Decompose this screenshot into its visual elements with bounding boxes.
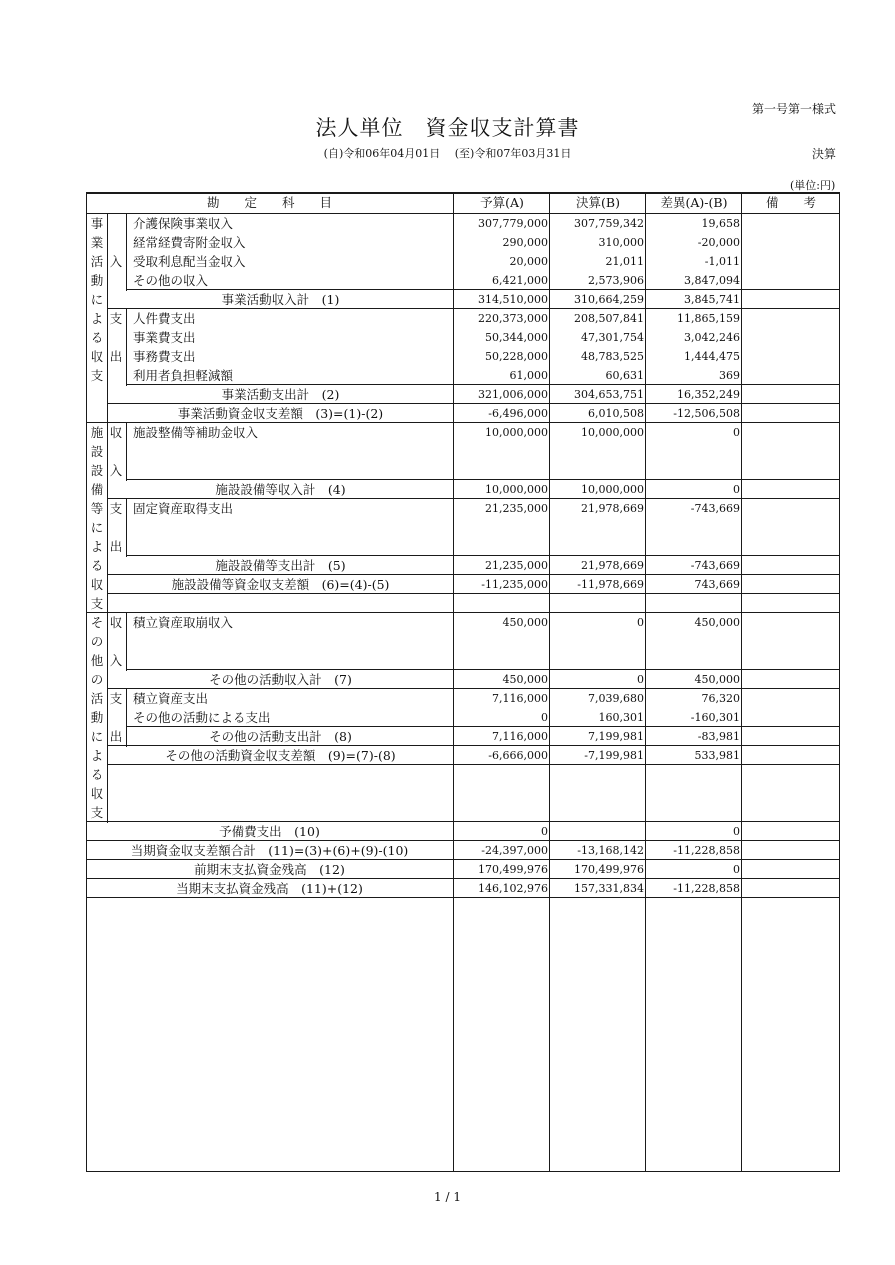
budget-value: 7,116,000 [492, 692, 548, 705]
grid-line [126, 422, 127, 481]
budget-value: 146,102,976 [478, 882, 548, 895]
budget-value: 6,421,000 [492, 274, 548, 287]
header-settlement: 決算(B) [576, 195, 620, 210]
difference-value: -12,506,508 [673, 407, 740, 420]
grid-line [126, 555, 840, 556]
grid-line [107, 498, 840, 499]
row-label: 経常経費寄附金収入 [133, 235, 246, 250]
header-remarks: 備 考 [765, 195, 816, 210]
settlement-value: 208,507,841 [574, 312, 644, 325]
grid-line [549, 192, 550, 1172]
difference-value: -20,000 [697, 236, 740, 249]
grid-line [107, 764, 840, 765]
grid-line [453, 897, 454, 1172]
settlement-value: 157,331,834 [574, 882, 644, 895]
settlement-value: 6,010,508 [588, 407, 644, 420]
row-label: 前期末支払資金残高 (12) [194, 862, 345, 877]
difference-value: 533,981 [694, 749, 740, 762]
row-label: 予備費支出 (10) [219, 824, 320, 839]
difference-value: 450,000 [694, 616, 740, 629]
difference-value: 3,845,741 [684, 293, 740, 306]
grid-line [126, 726, 840, 727]
budget-value: -24,397,000 [481, 844, 548, 857]
grid-line [645, 192, 646, 1172]
other-income-label: 収 入 [109, 615, 123, 668]
settlement-value: 160,301 [598, 711, 644, 724]
difference-value: -11,228,858 [673, 882, 740, 895]
difference-value: 11,865,159 [677, 312, 740, 325]
settlement-value: -13,168,142 [577, 844, 644, 857]
budget-value: 21,235,000 [485, 502, 548, 515]
row-label: 当期末支払資金残高 (11)+(12) [176, 881, 363, 896]
row-label: 事業費支出 [133, 330, 196, 345]
difference-value: -83,981 [697, 730, 740, 743]
settlement-label: 決算 [812, 147, 837, 161]
row-label: 事業活動支出計 (2) [221, 387, 340, 402]
row-label: その他の活動資金収支差額 (9)=(7)-(8) [165, 748, 396, 763]
budget-value: 220,373,000 [478, 312, 548, 325]
cash-flow-table [86, 192, 840, 1172]
facility-expense-label: 支 出 [109, 501, 123, 554]
budget-value: 314,510,000 [478, 293, 548, 306]
period: (自)令和06年04月01日 (至)令和07年03月31日 [323, 147, 572, 160]
budget-value: 0 [541, 711, 548, 724]
grid-line [839, 192, 840, 1172]
settlement-value: 304,653,751 [574, 388, 644, 401]
budget-value: 50,228,000 [485, 350, 548, 363]
settlement-value: 7,199,981 [588, 730, 644, 743]
row-label: その他の活動収入計 (7) [209, 672, 352, 687]
difference-value: 0 [733, 825, 740, 838]
budget-value: 321,006,000 [478, 388, 548, 401]
grid-line [126, 479, 840, 480]
budget-value: 61,000 [509, 369, 548, 382]
other-expense-label: 支 出 [109, 691, 123, 744]
row-label: 積立資産支出 [133, 691, 209, 706]
grid-line [86, 840, 840, 841]
grid-line [107, 688, 840, 689]
row-label: その他の収入 [133, 273, 209, 288]
header-subject: 勘 定 科 目 [206, 195, 332, 210]
budget-value: 20,000 [509, 255, 548, 268]
difference-value: 0 [733, 483, 740, 496]
section-business-label: 事 業 活 動 に よ る 収 支 [90, 216, 104, 383]
row-label: 事業活動資金収支差額 (3)=(1)-(2) [177, 406, 384, 421]
difference-value: 19,658 [701, 217, 740, 230]
document-title: 法人単位 資金収支計算書 [315, 116, 580, 140]
difference-value: -743,669 [690, 559, 740, 572]
header-budget: 予算(A) [480, 195, 524, 210]
grid-line [86, 859, 840, 860]
settlement-value: 0 [637, 673, 644, 686]
row-label: 事務費支出 [133, 349, 196, 364]
grid-line [126, 669, 840, 670]
settlement-value: 0 [637, 616, 644, 629]
budget-value: -6,496,000 [488, 407, 548, 420]
settlement-value: 7,039,680 [588, 692, 644, 705]
difference-value: 3,847,094 [684, 274, 740, 287]
difference-value: 450,000 [694, 673, 740, 686]
settlement-value: 310,000 [598, 236, 644, 249]
budget-value: 21,235,000 [485, 559, 548, 572]
budget-value: 10,000,000 [485, 426, 548, 439]
budget-value: 307,779,000 [478, 217, 548, 230]
form-number: 第一号第一様式 [752, 102, 837, 116]
grid-line [86, 192, 840, 194]
difference-value: 0 [733, 863, 740, 876]
header-difference: 差異(A)-(B) [660, 195, 728, 210]
grid-line [107, 745, 840, 746]
row-label: その他の活動支出計 (8) [209, 729, 352, 744]
business-income-label: 入 [109, 254, 123, 269]
settlement-value: 60,631 [605, 369, 644, 382]
budget-value: 0 [541, 825, 548, 838]
settlement-value: 48,783,525 [581, 350, 644, 363]
section-facility-label: 施 設 設 備 等 に よ る 収 支 [90, 425, 104, 611]
settlement-value: -11,978,669 [577, 578, 644, 591]
unit-label: (単位:円) [790, 179, 836, 192]
grid-line [126, 308, 127, 386]
grid-line [126, 213, 127, 291]
budget-value: -11,235,000 [481, 578, 548, 591]
row-label: 介護保険事業収入 [133, 216, 234, 231]
row-label: 人件費支出 [133, 311, 196, 326]
difference-value: 16,352,249 [677, 388, 740, 401]
difference-value: -160,301 [690, 711, 740, 724]
grid-line [107, 308, 840, 309]
row-label: その他の活動による支出 [133, 710, 271, 725]
row-label: 事業活動収入計 (1) [221, 292, 340, 307]
grid-line [453, 192, 454, 898]
row-label: 受取利息配当金収入 [133, 254, 246, 269]
grid-line [126, 384, 840, 385]
difference-value: 3,042,246 [684, 331, 740, 344]
settlement-value: 10,000,000 [581, 426, 644, 439]
grid-line [86, 1171, 840, 1172]
row-label: 当期資金収支差額合計 (11)=(3)+(6)+(9)-(10) [130, 843, 409, 858]
difference-value: -1,011 [704, 255, 740, 268]
budget-value: 10,000,000 [485, 483, 548, 496]
budget-value: 7,116,000 [492, 730, 548, 743]
budget-value: -6,666,000 [488, 749, 548, 762]
settlement-value: 21,978,669 [581, 559, 644, 572]
row-label: 固定資産取得支出 [133, 501, 234, 516]
grid-line [107, 403, 840, 404]
grid-line [126, 498, 127, 557]
settlement-value: 10,000,000 [581, 483, 644, 496]
grid-line [86, 422, 840, 423]
settlement-value: 2,573,906 [588, 274, 644, 287]
facility-income-label: 収 入 [109, 425, 123, 478]
grid-line [86, 213, 840, 214]
settlement-value: 21,978,669 [581, 502, 644, 515]
settlement-value: 310,664,259 [574, 293, 644, 306]
row-label: 積立資産取崩収入 [133, 615, 234, 630]
grid-line [126, 612, 127, 671]
budget-value: 50,344,000 [485, 331, 548, 344]
difference-value: 1,444,475 [684, 350, 740, 363]
grid-line [86, 612, 840, 613]
grid-line [741, 192, 742, 1172]
difference-value: 0 [733, 426, 740, 439]
grid-line [107, 574, 840, 575]
settlement-value: 307,759,342 [574, 217, 644, 230]
grid-line [107, 213, 108, 823]
section-other-label: そ の 他 の 活 動 に よ る 収 支 [90, 615, 104, 820]
budget-value: 170,499,976 [478, 863, 548, 876]
page-number: 1 / 1 [434, 1190, 461, 1204]
settlement-value: -7,199,981 [584, 749, 644, 762]
grid-line [86, 897, 840, 898]
grid-line [86, 821, 840, 822]
difference-value: 369 [719, 369, 740, 382]
row-label: 施設設備等収入計 (4) [215, 482, 346, 497]
budget-value: 450,000 [502, 616, 548, 629]
difference-value: -11,228,858 [673, 844, 740, 857]
settlement-value: 170,499,976 [574, 863, 644, 876]
budget-value: 450,000 [502, 673, 548, 686]
settlement-value: 47,301,754 [581, 331, 644, 344]
grid-line [86, 192, 87, 1172]
difference-value: 76,320 [701, 692, 740, 705]
row-label: 施設設備等資金収支差額 (6)=(4)-(5) [171, 577, 390, 592]
settlement-value: 21,011 [605, 255, 644, 268]
grid-line [86, 878, 840, 879]
grid-line [126, 289, 840, 290]
business-expense-label: 支 出 [109, 311, 123, 364]
row-label: 施設設備等支出計 (5) [215, 558, 346, 573]
difference-value: -743,669 [690, 502, 740, 515]
budget-value: 290,000 [502, 236, 548, 249]
row-label: 利用者負担軽減額 [133, 368, 234, 383]
grid-line [107, 593, 840, 594]
row-label: 施設整備等補助金収入 [133, 425, 259, 440]
difference-value: 743,669 [694, 578, 740, 591]
grid-line [126, 688, 127, 747]
